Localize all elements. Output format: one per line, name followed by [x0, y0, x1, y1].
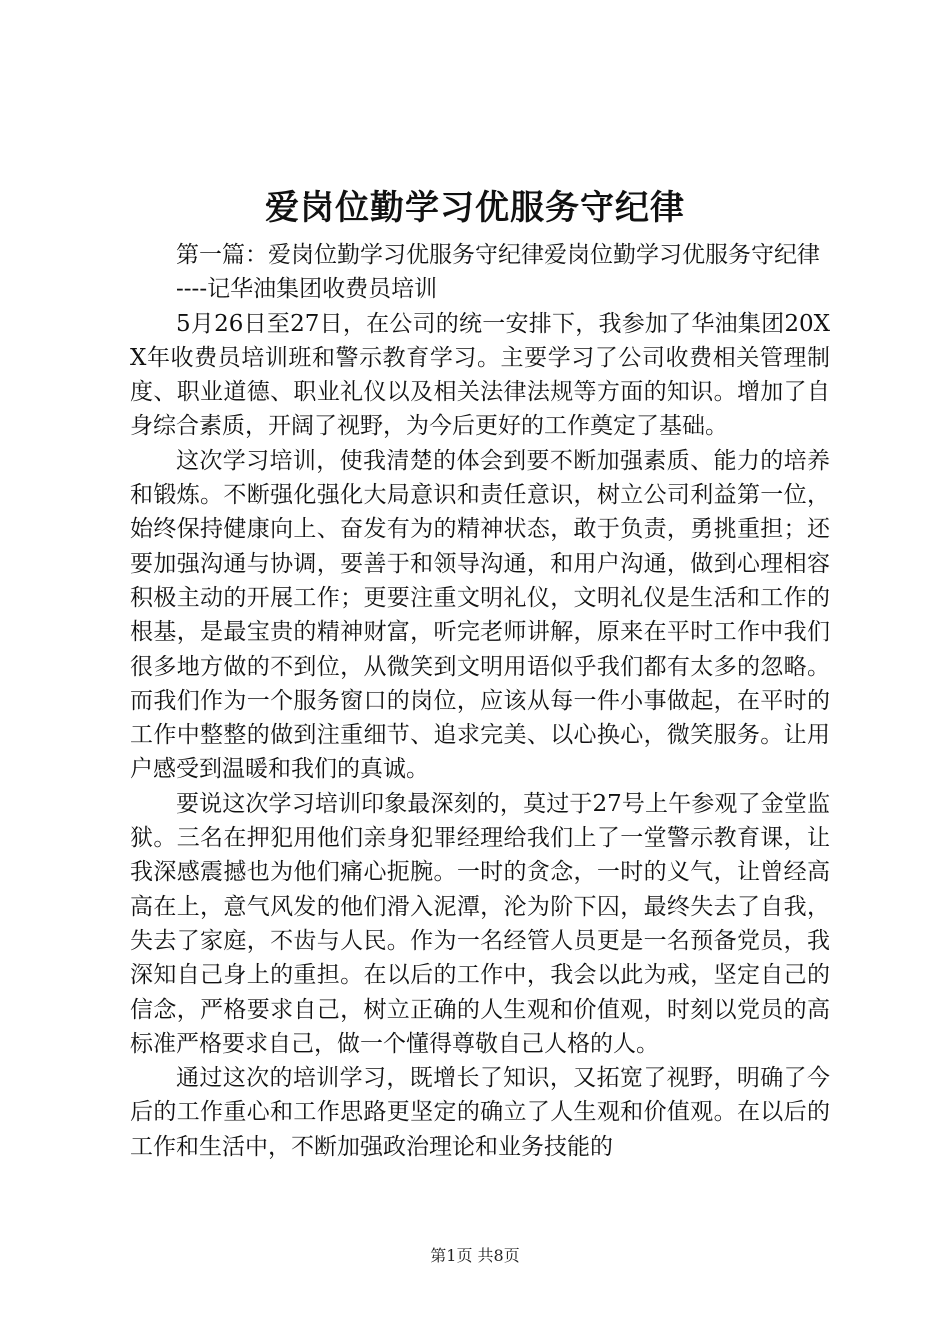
paragraph: 通过这次的培训学习，既增长了知识，又拓宽了视野，明确了今后的工作重心和工作思路更坚定的确立了人生观和价值观。在以后的工作和生活中，不断加强政治理论和业务技能的 [130, 1065, 830, 1160]
paragraph: 这次学习培训，使我清楚的体会到要不断加强素质、能力的培养和锻炼。不断强化强化大局意识和责任意识，树立公司利益第一位，始终保持健康向上、奋发有为的精神状态，敢于负责，勇挑重担；还要加强沟通与协调，要善于和领导沟通，和用户沟通，做到心理相容积极主动的开展工作；更要注重文明礼仪，文明礼仪是生活和工作的根基，是最宝贵的精神财富，听完老师讲解，原来在平时工作中我们很多地方做的不到位，从微笑到文明用语似乎我们都有太多的忽略。而我们作为一个服务窗口的岗位，应该从每一件小事做起，在平时的工作中整整的做到注重细节、追求完美、以心换心，微笑服务。让用户感受到温暖和我们的真诚。 [130, 447, 830, 783]
paragraph-heading: 第一篇：爱岗位勤学习优服务守纪律爱岗位勤学习优服务守纪律 [176, 242, 820, 268]
document-body [130, 238, 830, 1164]
page-number-footer: 第1页 共8页 [430, 1246, 520, 1265]
paragraph: 5月26日至27日，在公司的统一安排下，我参加了华油集团20XX年收费员培训班和警示教育学习。主要学习了公司收费相关管理制度、职业道德、职业礼仪以及相关法律法规等方面的知识。增加了自身综合素质，开阔了视野，为今后更好的工作奠定了基础。 [130, 310, 830, 440]
paragraph: 要说这次学习培训印象最深刻的，莫过于27号上午参观了金堂监狱。三名在押犯用他们亲身犯罪经理给我们上了一堂警示教育课，让我深感震撼也为他们痛心扼腕。一时的贪念，一时的义气，让曾经高高在上，意气风发的他们滑入泥潭，沦为阶下囚，最终失去了自我，失去了家庭，不齿与人民。作为一名经管人员更是一名预备党员，我深知自己身上的重担。在以后的工作中，我会以此为戒，坚定自己的信念，严格要求自己，树立正确的人生观和价值观，时刻以党员的高标准严格要求自己，做一个懂得尊敬自己人格的人。 [130, 790, 830, 1057]
document-title: 爱岗位勤学习优服务守纪律 [265, 188, 685, 228]
paragraph-subtitle: ----记华油集团收费员培训 [176, 276, 438, 303]
